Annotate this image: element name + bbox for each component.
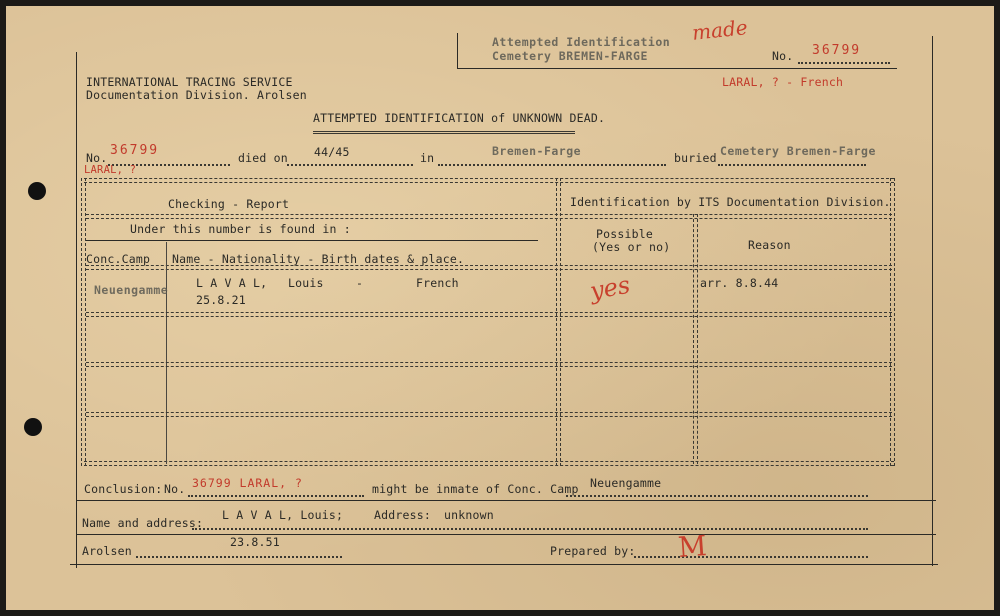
- header-no-label: No.: [772, 49, 794, 63]
- header-row-line: [86, 214, 892, 219]
- col-name: Name - Nationality - Birth dates & place.: [172, 252, 465, 266]
- table-left-border: [81, 178, 86, 466]
- row-line-2: [86, 362, 892, 367]
- table-right-border: [890, 178, 895, 466]
- in-label: in: [420, 151, 435, 165]
- stamp-box-left: [457, 33, 458, 69]
- header-no-dots: [798, 62, 890, 64]
- in-value: Bremen-Farge: [492, 144, 582, 158]
- name-address-rule: [76, 534, 936, 535]
- camp-dots: [566, 495, 868, 497]
- prepared-dots: [634, 556, 868, 558]
- conclusion-no-value: 36799 LARAL, ?: [192, 476, 303, 490]
- title-underline: [313, 131, 575, 134]
- bottom-rule: [70, 564, 938, 565]
- conclusion-label: Conclusion:: [84, 482, 163, 496]
- table-middle-divider: [556, 178, 561, 466]
- in-dots: [438, 164, 666, 166]
- form-no-label: No.: [86, 151, 108, 165]
- prepared-label: Prepared by:: [550, 544, 636, 558]
- name-address-label: Name and address:: [82, 516, 204, 530]
- died-on-label: died on: [238, 151, 288, 165]
- row-line-3: [86, 412, 892, 417]
- header-no-value: 36799: [812, 43, 862, 58]
- died-on-value: 44/45: [314, 145, 350, 159]
- name-value: L A V A L, Louis;: [222, 508, 344, 522]
- document-card: [6, 6, 994, 610]
- header-name-red: LARAL, ? - French: [722, 75, 844, 89]
- buried-dots: [718, 164, 866, 166]
- col-camp: Conc.Camp: [86, 252, 151, 266]
- stamp-box-bottom: [457, 68, 897, 69]
- found-in-label: Under this number is found in :: [130, 222, 351, 236]
- row-camp: Neuengamme: [94, 283, 169, 297]
- org-line1: INTERNATIONAL TRACING SERVICE: [86, 75, 293, 89]
- left-margin-line: [76, 52, 77, 568]
- row-name: L A V A L,: [196, 276, 268, 290]
- camp-column-divider: [166, 242, 167, 464]
- camp-value: Neuengamme: [590, 476, 662, 490]
- stamp-line2: Cemetery BREMEN-FARGE: [492, 49, 648, 63]
- arolsen-label: Arolsen: [82, 544, 132, 558]
- initials: M: [676, 529, 708, 564]
- column-header-line: [86, 265, 892, 270]
- row-reason: arr. 8.8.44: [700, 276, 779, 290]
- conclusion-no-dots: [188, 495, 364, 497]
- checking-header: Checking - Report: [168, 197, 290, 211]
- punch-hole-top: [28, 182, 46, 200]
- possible-column-divider: [693, 214, 698, 464]
- punch-hole-bottom: [24, 418, 42, 436]
- col-possible-line2: (Yes or no): [592, 240, 671, 254]
- row-nationality: French: [416, 276, 459, 290]
- conclusion-no-label: No.: [164, 482, 186, 496]
- address-label: Address:: [374, 508, 431, 522]
- col-reason: Reason: [748, 238, 791, 252]
- identification-header: Identification by ITS Documentation Division.: [570, 195, 891, 209]
- row-first-name: Louis: [288, 276, 324, 290]
- conclusion-rule: [76, 500, 936, 501]
- buried-value: Cemetery Bremen-Farge: [720, 144, 876, 158]
- row-dash: -: [356, 276, 364, 290]
- table-top-border: [84, 178, 894, 183]
- row-line-1: [86, 312, 892, 317]
- handwritten-note: made: [690, 15, 749, 45]
- form-no-value: 36799: [110, 143, 160, 158]
- found-in-underline: [86, 240, 538, 241]
- col-possible-line1: Possible: [596, 227, 653, 241]
- form-no-name: LARAL, ?: [84, 164, 137, 176]
- died-on-dots: [287, 164, 413, 166]
- address-value: unknown: [444, 508, 494, 522]
- row-possible: yes: [587, 270, 633, 306]
- table-bottom-border: [84, 461, 894, 466]
- arolsen-dots: [136, 556, 342, 558]
- buried-label: buried: [674, 151, 717, 165]
- row-birth: 25.8.21: [196, 293, 246, 307]
- org-line2: Documentation Division. Arolsen: [86, 88, 307, 102]
- inmate-label: might be inmate of Conc. Camp: [372, 482, 579, 496]
- stamp-line1: Attempted Identification: [492, 35, 671, 49]
- form-title: ATTEMPTED IDENTIFICATION of UNKNOWN DEAD.: [313, 111, 606, 125]
- name-address-dots: [192, 528, 868, 530]
- date-value: 23.8.51: [230, 535, 280, 549]
- right-margin-line: [932, 36, 933, 566]
